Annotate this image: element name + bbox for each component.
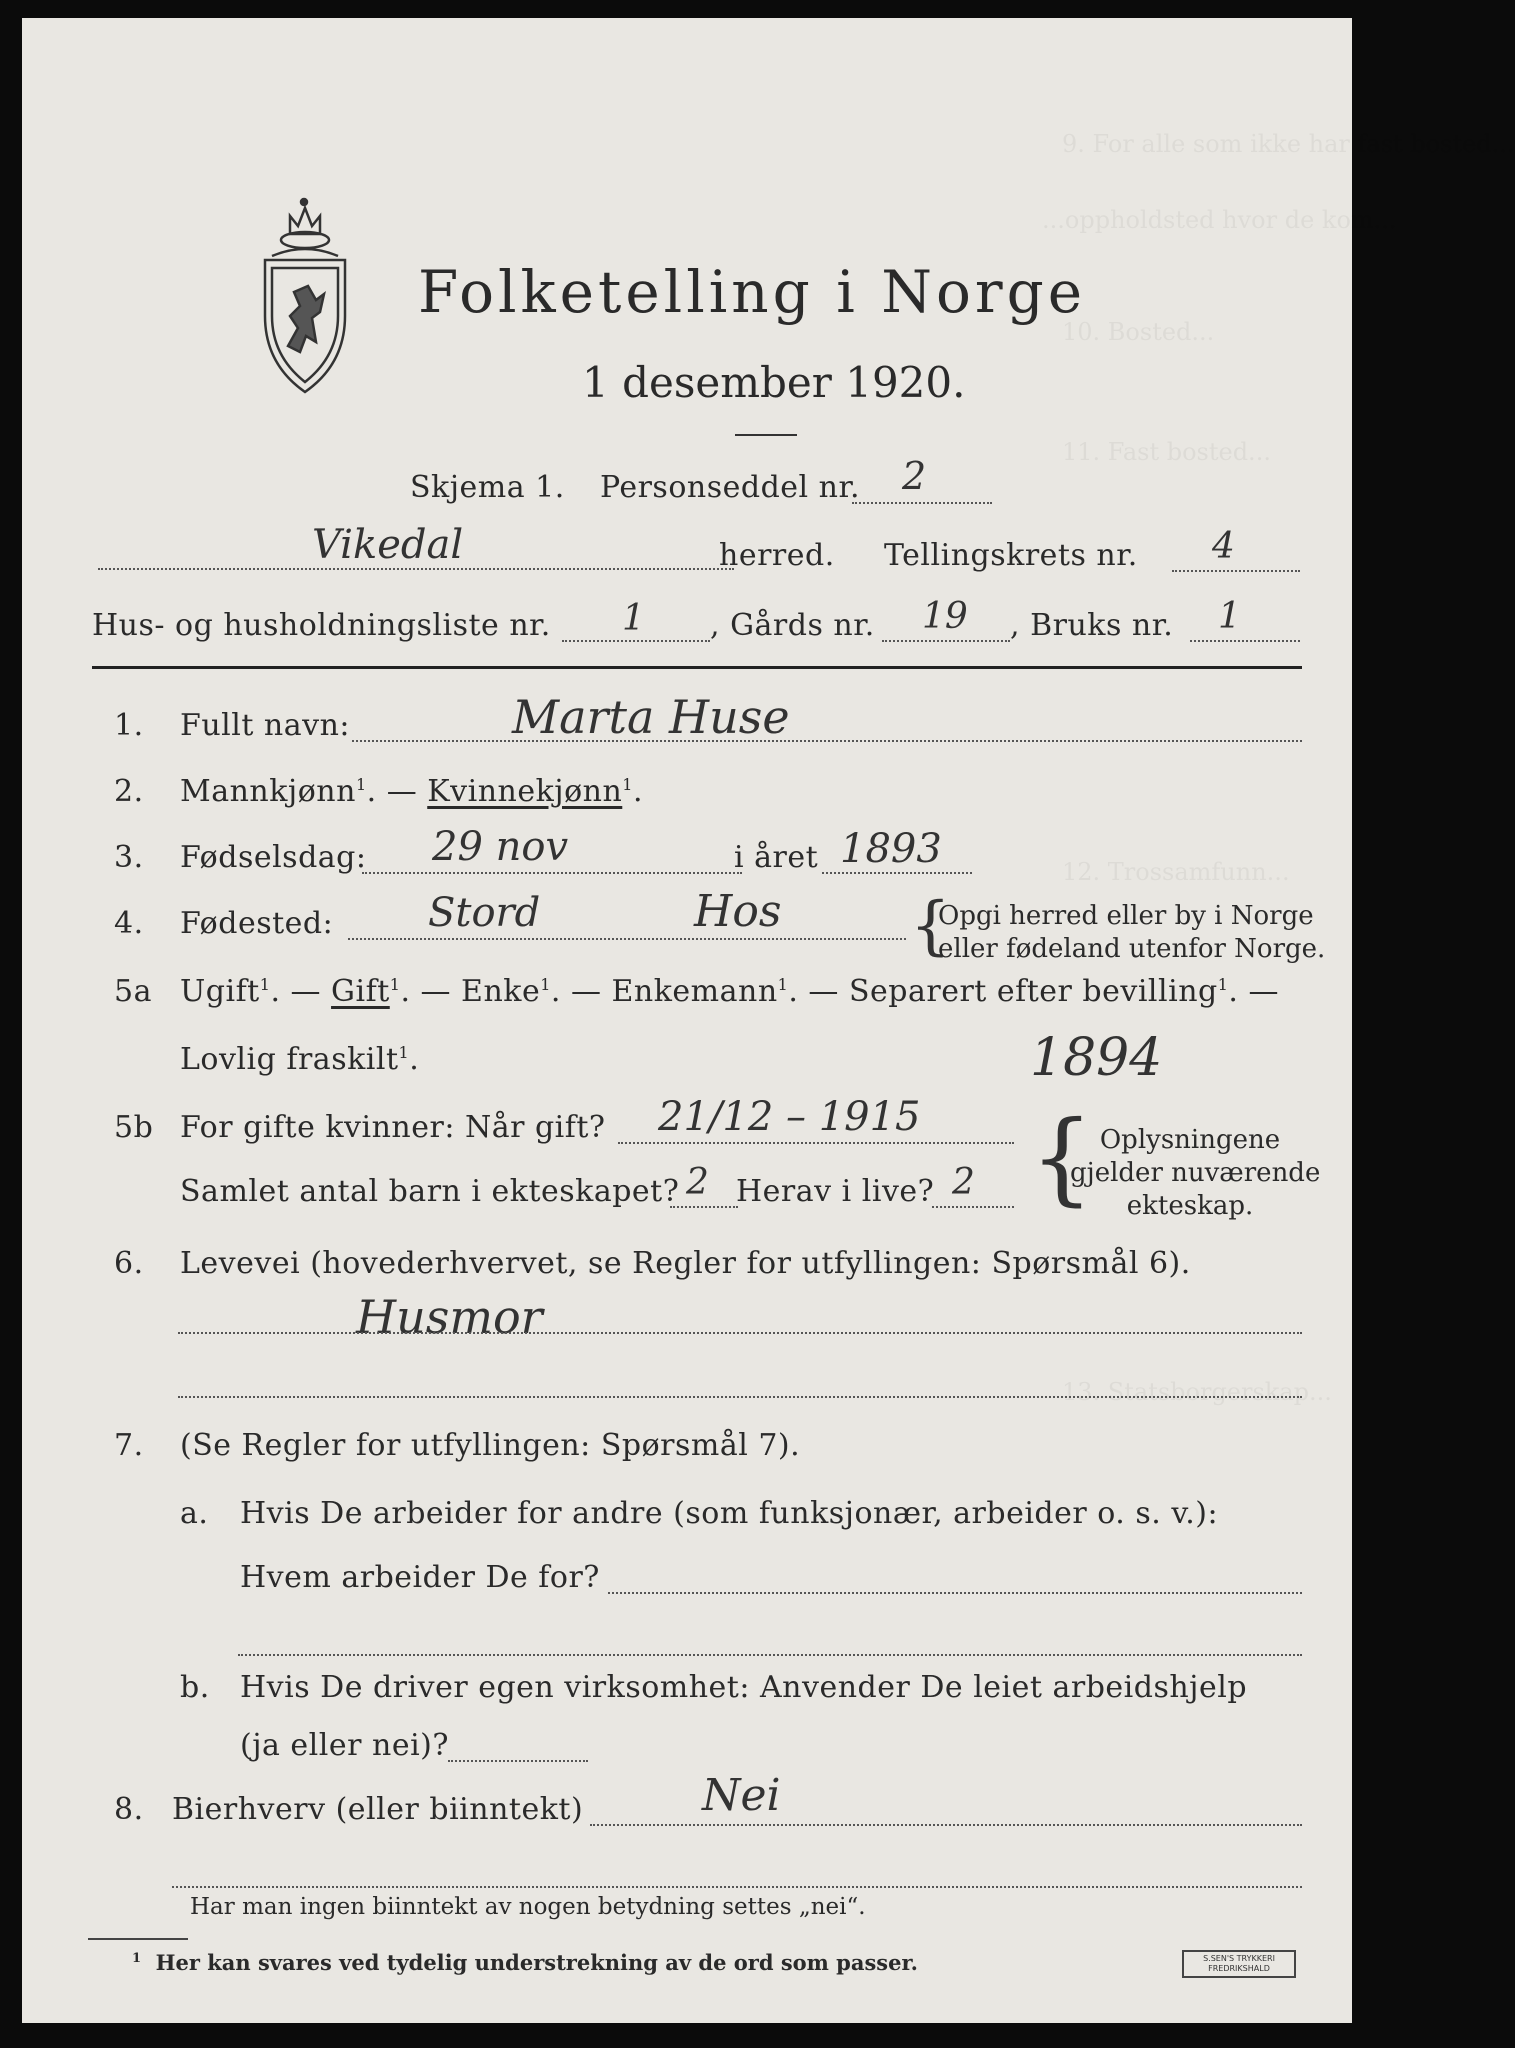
coat-of-arms-icon bbox=[250, 196, 360, 396]
q1-value: Marta Huse bbox=[512, 690, 790, 744]
q7a-letter: a. bbox=[180, 1496, 209, 1531]
q4-brace: { bbox=[910, 889, 951, 963]
bruks-value: 1 bbox=[1218, 596, 1241, 637]
q2-male: Mannkjønn bbox=[180, 774, 356, 809]
q7a-sub: Hvem arbeider De for? bbox=[240, 1560, 600, 1595]
footnote-ref: 1 bbox=[540, 975, 551, 994]
q5a-gift-underlined: Gift bbox=[331, 974, 390, 1009]
q5b-value: 21/12 – 1915 bbox=[658, 1094, 921, 1140]
tellingskrets-value: 4 bbox=[1212, 526, 1235, 567]
q6-line-1 bbox=[178, 1332, 1302, 1334]
q4-note-line-2: eller fødeland utenfor Norge. bbox=[938, 934, 1326, 964]
footnote-ref: 1 bbox=[355, 775, 367, 794]
income-note: Har man ingen biinntekt av nogen betydning settes „nei“. bbox=[190, 1894, 866, 1920]
footnote-ref: 1 bbox=[622, 775, 633, 794]
q5b-alive-value: 2 bbox=[952, 1162, 975, 1203]
q3-number: 3. bbox=[114, 840, 144, 875]
personseddel-value: 2 bbox=[902, 454, 927, 498]
bruks-line bbox=[1190, 640, 1300, 642]
q7b-text: Hvis De driver egen virksomhet: Anvender De leiet arbeidshjelp bbox=[240, 1670, 1248, 1705]
q6-number: 6. bbox=[114, 1246, 144, 1281]
q7a-line-1 bbox=[608, 1592, 1302, 1594]
q5b-children-value: 2 bbox=[686, 1162, 709, 1203]
footnote bbox=[132, 1950, 918, 1975]
q2-end: . bbox=[632, 774, 644, 809]
q5a-separert: . — Separert efter bevilling bbox=[788, 974, 1218, 1009]
q5b-brace: { bbox=[1030, 1099, 1094, 1216]
footnote-ref: 1 bbox=[389, 975, 401, 994]
q5b-alive-line bbox=[932, 1206, 1014, 1208]
q2-number: 2. bbox=[114, 774, 144, 809]
q4-value-1: Stord bbox=[428, 890, 541, 936]
footnote-rule bbox=[88, 1938, 188, 1940]
herred-line bbox=[98, 568, 734, 570]
q5b-note bbox=[1070, 1124, 1321, 1223]
q5b-number: 5b bbox=[114, 1110, 154, 1145]
q3-year-line bbox=[822, 872, 972, 874]
q1-label: Fullt navn: bbox=[180, 708, 351, 743]
q3-value: 29 nov bbox=[432, 824, 569, 870]
q8-value: Nei bbox=[702, 1770, 781, 1821]
q5b-alive-label: Herav i live? bbox=[736, 1174, 935, 1209]
q7a-text: Hvis De arbeider for andre (som funksjonær, arbeider o. s. v.): bbox=[240, 1496, 1219, 1531]
q7-number: 7. bbox=[114, 1428, 144, 1463]
footnote-ref: 1 bbox=[1217, 975, 1229, 994]
printer-stamp-line-2: FREDRIKSHALD bbox=[1208, 1964, 1270, 1973]
q4-number: 4. bbox=[114, 906, 144, 941]
census-date: 1 desember 1920. bbox=[582, 358, 966, 407]
q4-note bbox=[938, 900, 1325, 966]
herred-label: herred. bbox=[719, 538, 835, 573]
q5a-margin-note: 1894 bbox=[1030, 1028, 1163, 1088]
q5a-sep: . — bbox=[270, 974, 332, 1009]
husliste-value: 1 bbox=[622, 598, 645, 639]
q5a-enkemann: . — Enkemann bbox=[550, 974, 778, 1009]
q7b-line bbox=[448, 1760, 588, 1762]
q6-line-2 bbox=[178, 1396, 1302, 1398]
husliste-line bbox=[562, 640, 710, 642]
q5b-label: For gifte kvinner: Når gift? bbox=[180, 1110, 606, 1145]
q5a-text bbox=[180, 974, 1279, 1009]
schema-label: Skjema 1. bbox=[410, 470, 565, 505]
q2-text bbox=[180, 774, 643, 809]
q2-dash: . — bbox=[366, 774, 428, 809]
husliste-label: Hus- og husholdningsliste nr. bbox=[92, 608, 551, 643]
q3-year-value: 1893 bbox=[840, 826, 942, 872]
q3-line bbox=[362, 872, 742, 874]
q4-note-line-1: Opgi herred eller by i Norge bbox=[938, 901, 1314, 931]
q5a-line-2 bbox=[180, 1042, 419, 1077]
q6-value: Husmor bbox=[356, 1290, 543, 1344]
q7b-sub: (ja eller nei)? bbox=[240, 1728, 449, 1763]
q5b-note-line-3: ekteskap. bbox=[1126, 1191, 1254, 1221]
q8-line-1 bbox=[590, 1824, 1302, 1826]
q5b-note-line-2: gjelder nuværende bbox=[1070, 1158, 1321, 1188]
personseddel-line bbox=[852, 502, 992, 504]
q5a-ugift: Ugift bbox=[180, 974, 260, 1009]
q5b-note-line-1: Oplysningene bbox=[1099, 1125, 1281, 1155]
tellingskrets-label: Tellingskrets nr. bbox=[884, 538, 1138, 573]
footnote-ref: 1 bbox=[259, 975, 271, 994]
gards-line bbox=[882, 640, 1010, 642]
census-form: 9. For alle som ikke har fast bosted... ...oppholdsted hvor de kom... 10. Bosted... 11. Fast bosted... 12. Trossamfunn... 13. Statsborgerskap... Folketelling i Norge 1 desember 1920. Skjema 1. Personseddel nr. 2 Vikedal herred. Tellingskrets nr. 4 Hus- og husholdningsliste nr. 1 , Gårds nr. 19 , Bruks nr. 1 1. Fullt navn: Marta Huse 2. Mannkjønn$^1$. — Kvinnekjønn$^1$. 3. Fødselsdag: 29 nov i året 1893 4. Fødested: Stord Hos { Opgi herred eller by i Norge eller fødeland utenfor Norge. 5a Ugift$^1$. — Gift$^1$. — Enke$^1$. — Enkemann$^1$. — Separert efter bevilling$^1$. — Lovlig fraskilt$^1$. 1894 5b For gifte kvinner: Når gift? 21/12 – 1915 Samlet antal barn i ekteskapet? 2 Herav i live? 2 { Oplysningene gjelder nuværende ekteskap. 6. Levevei (hovederhvervet, se Regler for utfyllingen: Spørsmål 6). Husmor 7. (Se Regler for utfyllingen: Spørsmål 7). a. Hvis De arbeider for andre (som funksjonær, arbeider o. s. v.): Hvem arbeider De for? b. Hvis De driver egen virksomhet: Anvender De leiet arbeidshjelp (ja eller nei)? 8. Bierhverv (eller biinntekt) Nei Har man ingen biinntekt av nogen betydning settes „nei“. $^1$ Her kan svares ved tydelig understrekning av de ord som passer. S.SEN'S TRYKKERI FREDRIKSHALD bbox=[22, 18, 1352, 2023]
q5b-children-line bbox=[670, 1206, 738, 1208]
q4-line bbox=[348, 938, 906, 940]
q5b-line bbox=[618, 1142, 1014, 1144]
title-rule bbox=[735, 434, 797, 436]
printer-stamp-line-1: S.SEN'S TRYKKERI bbox=[1203, 1954, 1275, 1963]
footnote-ref: 1 bbox=[777, 975, 789, 994]
q8-number: 8. bbox=[114, 1792, 144, 1827]
q5a-sep-end: . — bbox=[1228, 974, 1279, 1009]
q3-year-label: i året bbox=[734, 840, 819, 875]
q6-label: Levevei (hovederhvervet, se Regler for utfyllingen: Spørsmål 6). bbox=[180, 1246, 1191, 1281]
q1-line bbox=[352, 740, 1302, 742]
q1-number: 1. bbox=[114, 708, 144, 743]
section-rule bbox=[92, 666, 1302, 669]
footnote-mark: 1 bbox=[132, 1951, 142, 1966]
q2-female-underlined: Kvinnekjønn bbox=[427, 774, 623, 809]
q5a-enke: . — Enke bbox=[400, 974, 541, 1009]
footnote-text: Her kan svares ved tydelig understrekning av de ord som passer. bbox=[155, 1950, 918, 1975]
herred-value: Vikedal bbox=[312, 522, 464, 568]
tellingskrets-line bbox=[1172, 570, 1300, 572]
q5a-number: 5a bbox=[114, 974, 152, 1009]
q3-label: Fødselsdag: bbox=[180, 840, 367, 875]
q8-line-2 bbox=[172, 1886, 1302, 1888]
bruks-label: , Bruks nr. bbox=[1010, 608, 1174, 643]
q4-label: Fødested: bbox=[180, 906, 334, 941]
q8-label: Bierhverv (eller biinntekt) bbox=[172, 1792, 584, 1827]
gards-label: , Gårds nr. bbox=[710, 608, 875, 643]
q5a-fraskilt: Lovlig fraskilt bbox=[180, 1042, 399, 1077]
printer-stamp bbox=[1182, 1950, 1296, 1978]
personseddel-label: Personseddel nr. bbox=[600, 470, 861, 505]
q7a-line-2 bbox=[238, 1654, 1302, 1656]
q4-value-2: Hos bbox=[694, 886, 782, 937]
q5b-children-label: Samlet antal barn i ekteskapet? bbox=[180, 1174, 680, 1209]
footnote-ref: 1 bbox=[398, 1043, 410, 1062]
q7-label: (Se Regler for utfyllingen: Spørsmål 7). bbox=[180, 1428, 801, 1463]
form-title: Folketelling i Norge bbox=[418, 258, 1087, 326]
gards-value: 19 bbox=[922, 596, 968, 637]
q7b-letter: b. bbox=[180, 1670, 210, 1705]
q5a-end: . bbox=[409, 1042, 420, 1077]
